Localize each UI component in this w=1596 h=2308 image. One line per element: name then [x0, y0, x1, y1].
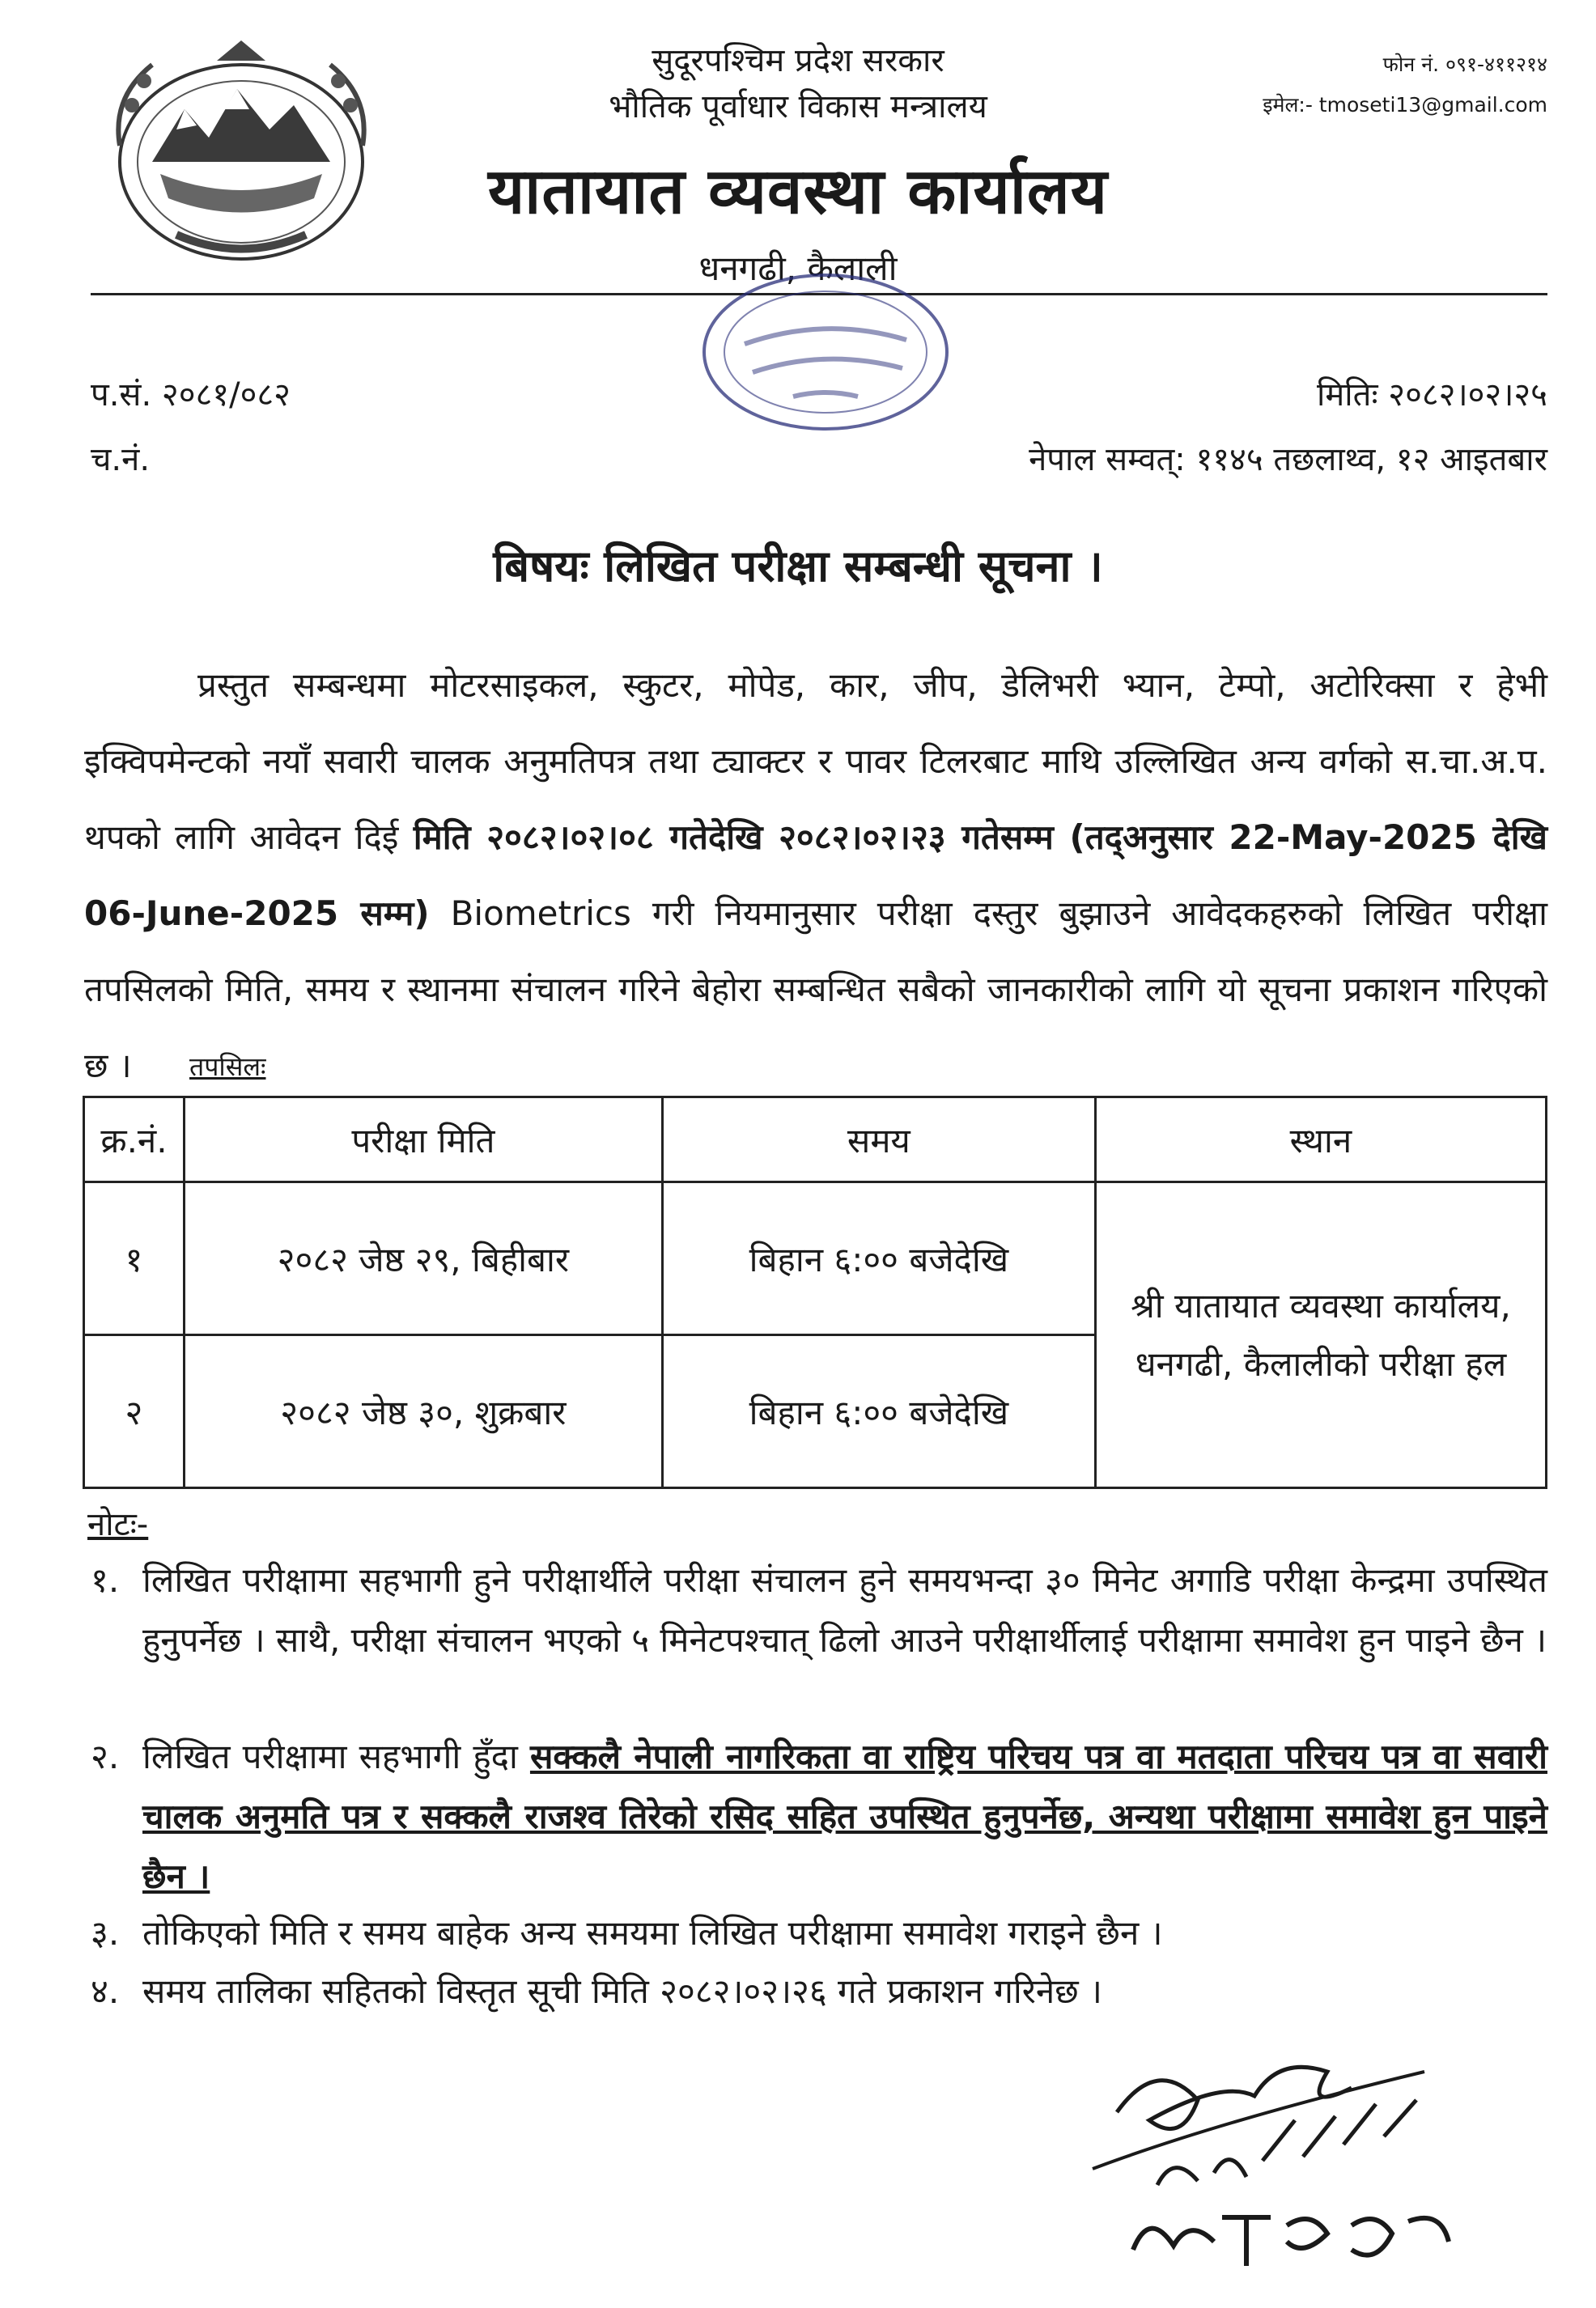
- notice-subject: बिषयः लिखित परीक्षा सम्बन्धी सूचना ।: [493, 541, 1103, 592]
- note-text-emphasis: सक्कलै नेपाली नागरिकता वा राष्ट्रिय परिचय पत्र वा मतदाता परिचय पत्र वा सवारी चालक अनुमति पत्र र सक्कलै राजश्व तिरेको रसिद सहित उपस्थित हुनुपर्नेछ, अन्यथा परीक्षामा समावेश हुन पाइने छैन ।: [142, 1737, 1547, 1896]
- cell-exam-date: २०८२ जेष्ठ २९, बिहीबार: [184, 1182, 662, 1335]
- nepal-sambat-date: नेपाल सम्वत्: ११४५ तछलाथ्व, १२ आइतबार: [1029, 441, 1547, 478]
- cell-time: बिहान ६:०० बजेदेखि: [662, 1182, 1095, 1335]
- header-time: समय: [662, 1097, 1095, 1182]
- note-text: समय तालिका सहितको विस्तृत सूची मिति २०८२।०२।२६ गते प्रकाशन गरिनेछ ।: [142, 1971, 1102, 2011]
- table-row: [84, 1182, 1547, 1335]
- notice-body: [84, 647, 1547, 1104]
- office-stamp-icon: [696, 267, 955, 437]
- note-number: ४.: [91, 1971, 120, 2011]
- note-text: लिखित परीक्षामा सहभागी हुँदा: [142, 1737, 530, 1776]
- note-number: २.: [91, 1737, 120, 1776]
- note-item: [91, 1962, 1547, 2022]
- schedule-label: तपसिलः: [189, 1051, 266, 1082]
- office-name: यातायात व्यवस्था कार्यालय: [487, 155, 1109, 228]
- cell-venue: श्री यातायात व्यवस्था कार्यालय, धनगढी, कैलालीको परीक्षा हल: [1095, 1182, 1546, 1488]
- province-name: सुदूरपश्चिम प्रदेश सरकार: [652, 42, 944, 79]
- header-sn: क्र.नं.: [84, 1097, 185, 1182]
- note-number: १.: [91, 1560, 120, 1600]
- cell-time: बिहान ६:०० बजेदेखि: [662, 1335, 1095, 1488]
- note-text: तोकिएको मिति र समय बाहेक अन्य समयमा लिखित परीक्षामा समावेश गराइने छैन ।: [142, 1913, 1163, 1953]
- cell-exam-date: २०८२ जेष्ठ ३०, शुक्रबार: [184, 1335, 662, 1488]
- exam-schedule-table: [83, 1096, 1547, 1489]
- note-item: [91, 1551, 1547, 1670]
- note-number: ३.: [91, 1913, 120, 1953]
- table-header-row: [84, 1097, 1547, 1182]
- note-text: लिखित परीक्षामा सहभागी हुने परीक्षार्थीले परीक्षा संचालन हुने समयभन्दा ३० मिनेट अगाडि परीक्षा केन्द्रमा उपस्थित हुनुपर्नेछ । साथै, परीक्षा संचालन भएको ५ मिनेटपश्चात् ढिलो आउने परीक्षार्थीलाई परीक्षामा समावेश हुन पाइने छैन ।: [142, 1560, 1547, 1660]
- ministry-name: भौतिक पूर्वाधार विकास मन्त्रालय: [609, 88, 987, 125]
- phone-number: फोन नं. ०९१-४११२१४: [1382, 53, 1547, 76]
- notes-title: नोटः-: [87, 1506, 149, 1543]
- note-item: [91, 1903, 1547, 1963]
- body-text-2: Biometrics गरी नियमानुसार परीक्षा दस्तुर बुझाउने आवेदकहरुको लिखित परीक्षा तपसिलको मिति, समय र स्थानमा संचालन गरिने बेहोरा सम्बन्धित सबैको जानकारीको लागि यो सूचना प्रकाशन गरिएको छ ।: [84, 893, 1547, 1085]
- body-text-1: प्रस्तुत सम्बन्धमा मोटरसाइकल, स्कुटर, मोपेड, कार, जीप, डेलिभरी भ्यान, टेम्पो, अटोरिक्सा र हेभी इक्विपमेन्टको नयाँ सवारी चालक अनुमतिपत्र तथा ट्याक्टर र पावर टिलरबाट माथि उल्लिखित अन्य वर्गको स.चा.अ.प. थपको लागि आवेदन दिई: [84, 665, 1547, 857]
- signature-icon: [1060, 2023, 1513, 2290]
- notice-date: मितिः २०८२।०२।२५: [1317, 376, 1547, 414]
- header-venue: स्थान: [1095, 1097, 1546, 1182]
- office-location: धनगढी, कैलाली: [698, 248, 898, 288]
- body-date-range: मिति २०८२।०२।०८ गतेदेखि २०८२।०२।२३ गतेसम्म (तद्अनुसार 22-May-2025 देखि 06-June-2025 सम्म): [84, 817, 1547, 933]
- cell-sn: २: [84, 1335, 185, 1488]
- reference-number: प.सं. २०८१/०८२: [91, 376, 291, 414]
- email-address: इमेल:- tmoseti13@gmail.com: [1263, 93, 1547, 117]
- dispatch-number: च.नं.: [91, 441, 151, 478]
- note-item: [91, 1727, 1547, 1907]
- cell-sn: १: [84, 1182, 185, 1335]
- header-exam-date: परीक्षा मिति: [184, 1097, 662, 1182]
